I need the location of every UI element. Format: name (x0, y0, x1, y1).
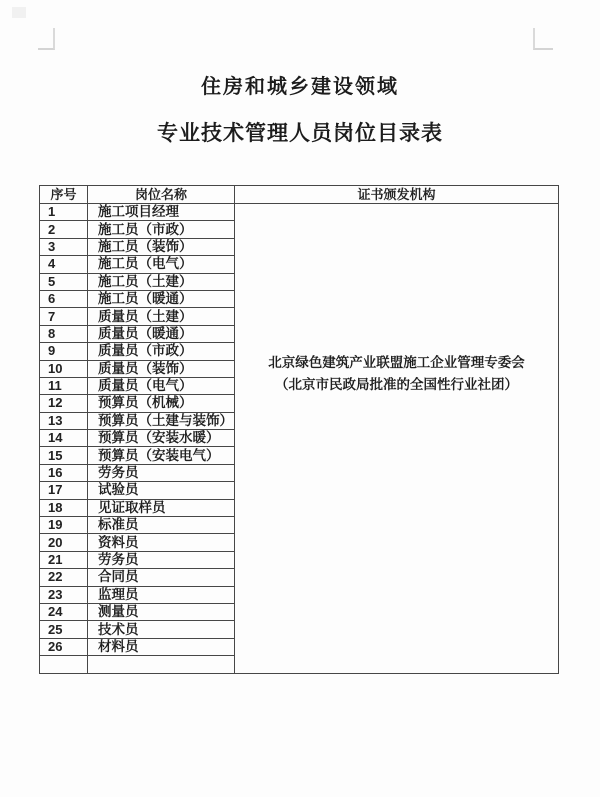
row-position-name: 技术员 (88, 621, 235, 638)
row-serial-number: 17 (40, 482, 88, 499)
row-serial-number: 20 (40, 534, 88, 551)
document-title-line1: 住房和城乡建设领域 (201, 76, 399, 98)
row-position-name: 施工项目经理 (88, 204, 235, 221)
row-serial-number: 12 (40, 395, 88, 412)
row-serial-number: 1 (40, 204, 88, 221)
row-position-name: 质量员（市政） (88, 343, 235, 360)
issuer-line2: （北京市民政局批准的全国性行业社团） (275, 377, 518, 392)
row-serial-number: 5 (40, 273, 88, 290)
row-serial-number: 10 (40, 360, 88, 377)
row-position-name: 施工员（装饰） (88, 238, 235, 255)
row-position-name: 预算员（土建与装饰） (88, 412, 235, 429)
empty-cell (40, 656, 88, 673)
table-body (40, 204, 559, 674)
row-position-name: 合同员 (88, 569, 235, 586)
row-position-name: 材料员 (88, 638, 235, 655)
header-row (40, 186, 559, 204)
issuer-line1: 北京绿色建筑产业联盟施工企业管理专委会 (268, 355, 525, 370)
row-position-name: 试验员 (88, 482, 235, 499)
row-position-name: 预算员（安装水暖） (88, 430, 235, 447)
row-serial-number: 15 (40, 447, 88, 464)
row-serial-number: 3 (40, 238, 88, 255)
header-issuing-authority: 证书颁发机构 (235, 186, 559, 204)
header-position-name: 岗位名称 (88, 186, 235, 204)
header-serial-number: 序号 (40, 186, 88, 204)
row-position-name: 劳务员 (88, 551, 235, 568)
row-position-name: 监理员 (88, 586, 235, 603)
row-serial-number: 9 (40, 343, 88, 360)
row-position-name: 劳务员 (88, 464, 235, 481)
row-position-name: 测量员 (88, 603, 235, 620)
row-serial-number: 22 (40, 569, 88, 586)
row-position-name: 质量员（电气） (88, 377, 235, 394)
row-serial-number: 24 (40, 603, 88, 620)
row-position-name: 质量员（暖通） (88, 325, 235, 342)
row-serial-number: 23 (40, 586, 88, 603)
row-serial-number: 26 (40, 638, 88, 655)
row-serial-number: 16 (40, 464, 88, 481)
row-position-name: 质量员（土建） (88, 308, 235, 325)
top-right-corner-mark (533, 28, 553, 50)
row-serial-number: 21 (40, 551, 88, 568)
row-position-name: 预算员（安装电气） (88, 447, 235, 464)
row-position-name: 标准员 (88, 517, 235, 534)
row-position-name: 施工员（电气） (88, 256, 235, 273)
row-serial-number: 18 (40, 499, 88, 516)
issuer-merged-cell (235, 204, 559, 674)
document-title-line2: 专业技术管理人员岗位目录表 (157, 122, 443, 145)
row-position-name: 预算员（机械） (88, 395, 235, 412)
row-position-name: 施工员（暖通） (88, 290, 235, 307)
top-left-corner-mark (38, 28, 55, 50)
row-position-name: 见证取样员 (88, 499, 235, 516)
row-position-name: 施工员（土建） (88, 273, 235, 290)
row-position-name: 质量员（装饰） (88, 360, 235, 377)
row-position-name: 资料员 (88, 534, 235, 551)
top-left-square-mark (12, 7, 26, 18)
row-serial-number: 13 (40, 412, 88, 429)
empty-cell (88, 656, 235, 673)
row-serial-number: 19 (40, 517, 88, 534)
row-serial-number: 6 (40, 290, 88, 307)
table-row (40, 204, 559, 221)
row-serial-number: 8 (40, 325, 88, 342)
row-serial-number: 2 (40, 221, 88, 238)
row-serial-number: 11 (40, 377, 88, 394)
row-serial-number: 14 (40, 430, 88, 447)
row-serial-number: 4 (40, 256, 88, 273)
table-header (40, 186, 559, 204)
row-serial-number: 7 (40, 308, 88, 325)
position-directory-table (39, 185, 559, 674)
row-serial-number: 25 (40, 621, 88, 638)
row-position-name: 施工员（市政） (88, 221, 235, 238)
